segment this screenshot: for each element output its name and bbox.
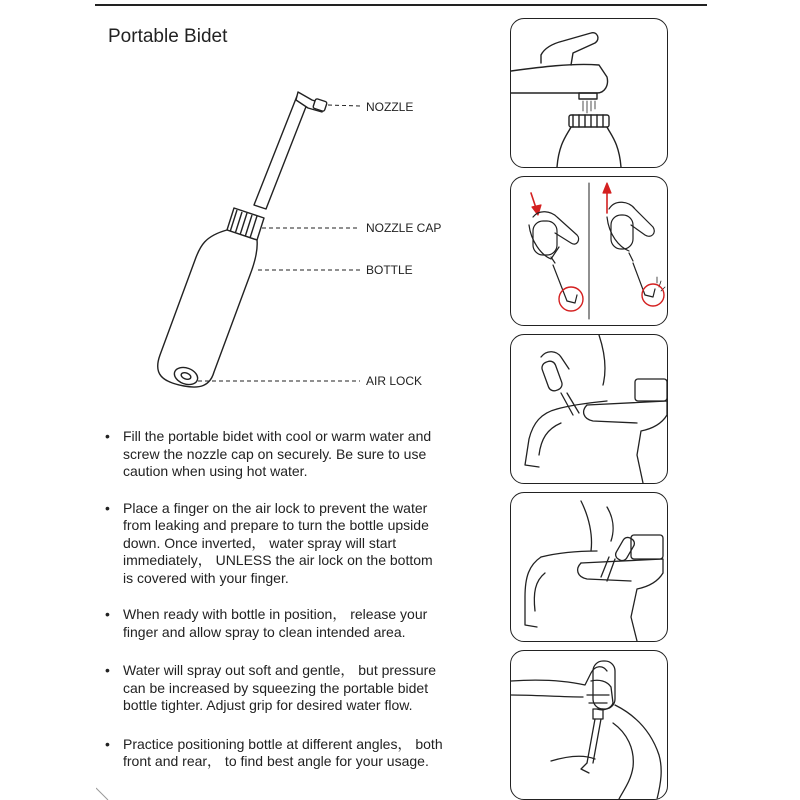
bidet-spout-icon xyxy=(581,709,603,773)
press-arrow-icon xyxy=(531,193,541,215)
step-panel-position-rear-seated xyxy=(510,492,668,642)
instruction-list xyxy=(105,428,475,771)
squeezing-hand-icon xyxy=(511,661,615,710)
step-panel-adjust-grip-pressure xyxy=(510,650,668,800)
instruction-item: • Place a finger on the air lock to prevent the water from leaking and prepare to turn the bottle upside down. Once inverted， water spray will start immediately， UNLESS the air lock on the bottom is covered with your finger. xyxy=(105,500,475,588)
bottle-body xyxy=(158,230,258,387)
step-panel-position-front-seated xyxy=(510,334,668,484)
spout-tube xyxy=(254,96,309,209)
faucet-icon xyxy=(511,33,608,99)
air-lock-label: AIR LOCK xyxy=(366,374,423,388)
toilet-icon xyxy=(584,379,667,483)
nozzle-cap-label: NOZZLE CAP xyxy=(366,221,442,235)
corner-mark xyxy=(96,786,110,800)
hand-release-icon xyxy=(607,202,655,297)
instruction-item: • Practice positioning bottle at different angles， both front and rear， to find best angle for your usage. xyxy=(105,736,475,771)
seated-person-icon xyxy=(525,501,613,627)
bottle-label: BOTTLE xyxy=(366,263,413,277)
step-panel-cover-and-release-air-lock xyxy=(510,176,668,326)
nozzle-highlight-icon xyxy=(559,287,583,311)
leg-outline-icon xyxy=(551,705,661,799)
instruction-item: • Fill the portable bidet with cool or warm water and screw the nozzle cap on securely. Be sure to use caution when using hot water. xyxy=(105,428,475,481)
step-panel-fill-from-faucet xyxy=(510,18,668,168)
instruction-item: • When ready with bottle in position， release your finger and allow spray to clean intended area. xyxy=(105,606,475,641)
instruction-item: • Water will spray out soft and gentle， but pressure can be increased by squeezing the portable bidet bottle tighter. Adjust grip for desired water flow. xyxy=(105,662,475,715)
bottle-fill-icon xyxy=(557,115,621,167)
page-title: Portable Bidet xyxy=(108,26,228,47)
nozzle-label: NOZZLE xyxy=(366,100,414,114)
spray-icon xyxy=(657,277,665,291)
water-stream-icon xyxy=(583,101,595,113)
hand-cover-icon xyxy=(529,212,579,303)
nozzle-leader xyxy=(328,105,360,106)
